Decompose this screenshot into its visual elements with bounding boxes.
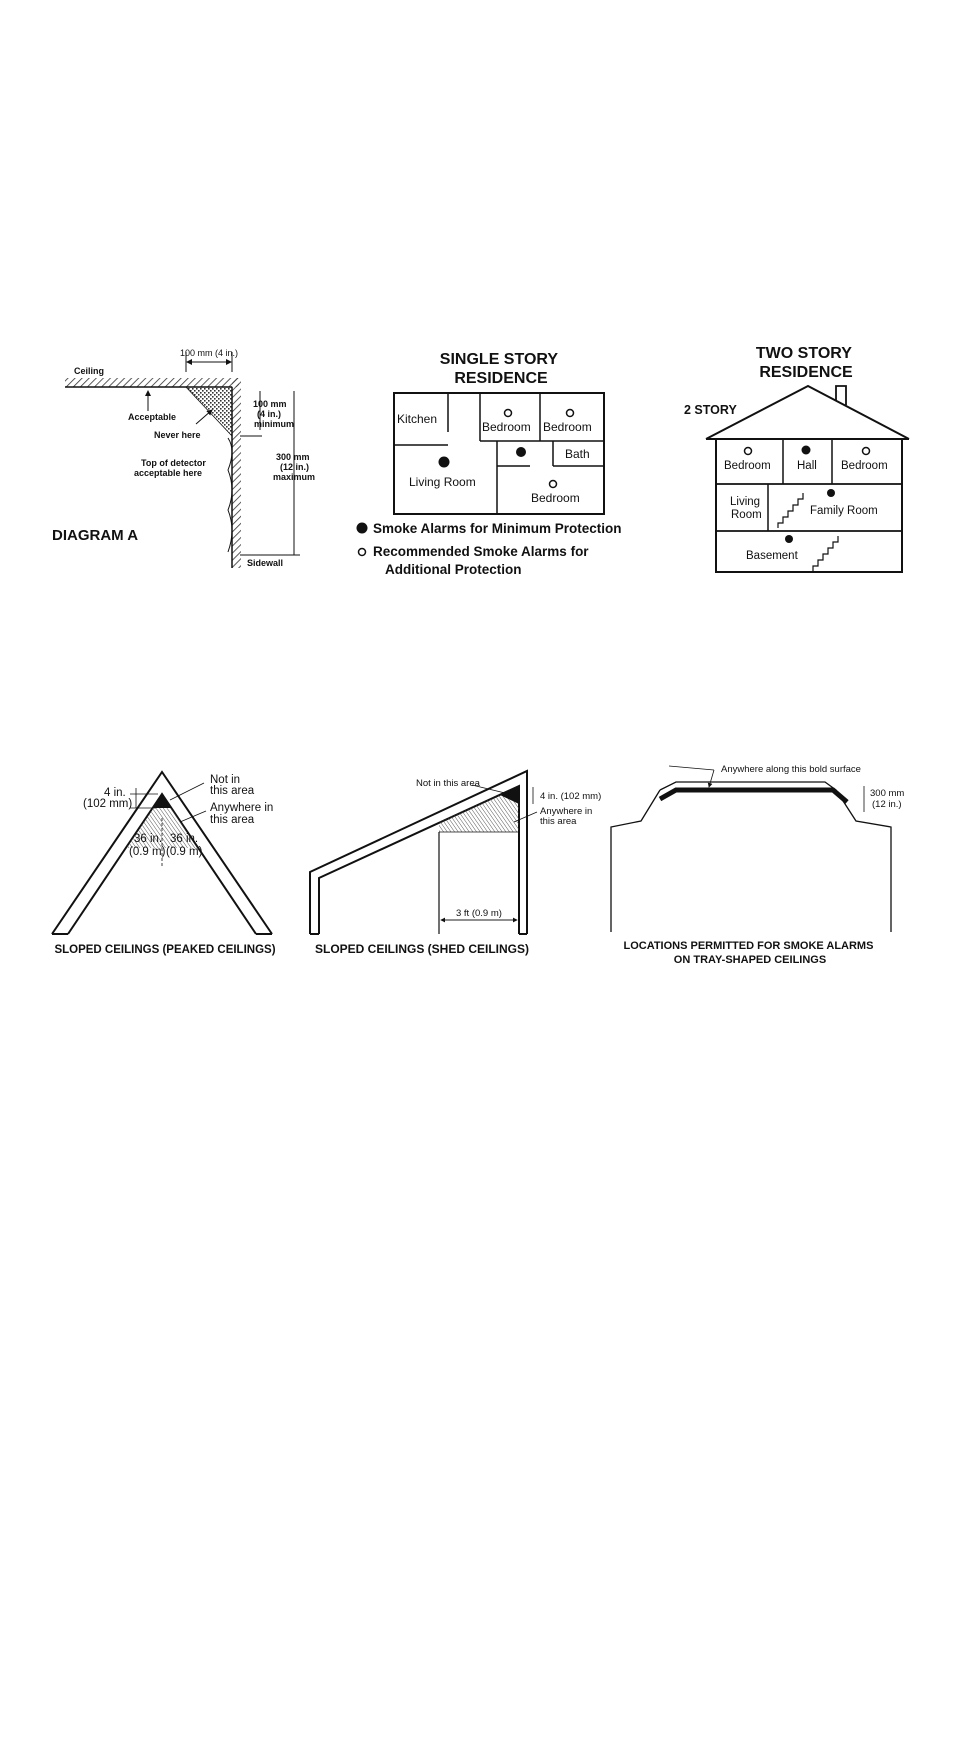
dim-max-label: 300 mm (12 in.) maximum — [273, 452, 316, 482]
never-here-label: Never here — [154, 430, 201, 440]
acceptable-label: Acceptable — [128, 412, 177, 422]
room-living: Living Room — [409, 475, 476, 489]
room-bath: Bath — [565, 447, 590, 461]
room-bedroom-1: Bedroom — [724, 460, 771, 472]
dim-min-label: 100 mm (4 in.) minimum — [253, 399, 295, 429]
single-story — [357, 351, 622, 577]
room-kitchen: Kitchen — [397, 412, 438, 426]
tray-bold-surface — [660, 790, 847, 802]
peaked-anywhere-label: Anywhere in this area — [210, 802, 274, 826]
alarm-recommended — [505, 410, 512, 417]
peaked-right-label: 36 in. (0.9 m) — [166, 833, 203, 858]
peaked-not-in-zone — [153, 794, 171, 808]
peaked-ceiling — [52, 772, 277, 956]
alarm-recommended — [567, 410, 574, 417]
room-bedroom-2: Bedroom — [543, 420, 592, 434]
legend-minimum: Smoke Alarms for Minimum Protection — [373, 521, 622, 536]
tray-anywhere-label: Anywhere along this bold surface — [721, 764, 861, 775]
peaked-left-label: 36 in. (0.9 m) — [129, 833, 166, 858]
upper-stairs — [778, 493, 803, 528]
tray-dim-label: 300 mm (12 in.) — [870, 788, 905, 810]
peaked-not-in-label: Not in this area — [210, 774, 255, 797]
two-story-label: 2 STORY — [684, 403, 737, 417]
room-basement: Basement — [746, 550, 798, 562]
peaked-caption: SLOPED CEILINGS (PEAKED CEILINGS) — [54, 944, 276, 956]
legend-recommended-dot — [359, 549, 366, 556]
room-family: Family Room — [810, 505, 878, 517]
dim-top-label: 100 mm (4 in.) — [180, 348, 239, 358]
tray-ceiling — [611, 764, 907, 966]
room-bedroom-2: Bedroom — [841, 460, 888, 472]
shed-not-in-label: Not in this area — [416, 778, 480, 789]
ceiling-label: Ceiling — [74, 366, 105, 376]
top-of-detector-label: Top of detector acceptable here — [134, 458, 206, 478]
alarm-minimum — [785, 535, 793, 543]
alarm-recommended — [745, 448, 752, 455]
alarm-minimum — [439, 457, 450, 468]
peaked-dim-label: 4 in. (102 mm) — [83, 787, 133, 810]
room-living: Living Room — [730, 496, 762, 521]
room-hall: Hall — [797, 460, 817, 472]
shed-anywhere-label: Anywhere in this area — [540, 806, 593, 827]
two-story — [684, 345, 909, 572]
ceiling-hatch — [65, 378, 239, 387]
room-bedroom-3: Bedroom — [531, 491, 580, 505]
lower-stairs — [813, 536, 838, 571]
alarm-minimum — [827, 489, 835, 497]
single-story-title: SINGLE STORY RESIDENCE — [439, 351, 558, 387]
tray-caption: LOCATIONS PERMITTED FOR SMOKE ALARMS ON TRAY-SHAPED CEILINGS — [623, 940, 874, 966]
diagram-a-title: DIAGRAM A — [52, 527, 139, 544]
diagram-a — [52, 348, 315, 568]
shed-dim-bottom: 3 ft (0.9 m) — [456, 908, 502, 919]
legend-recommended: Recommended Smoke Alarms for Additional Protection — [373, 544, 589, 577]
alarm-minimum — [516, 447, 526, 457]
two-story-title: TWO STORY RESIDENCE — [755, 345, 853, 381]
alarm-recommended — [550, 481, 557, 488]
room-bedroom-1: Bedroom — [482, 420, 531, 434]
sidewall-hatch — [232, 378, 241, 568]
shed-ceiling — [310, 771, 601, 956]
sidewall-label: Sidewall — [247, 558, 284, 568]
shed-dim-top: 4 in. (102 mm) — [540, 791, 602, 802]
alarm-recommended — [863, 448, 870, 455]
alarm-minimum — [802, 446, 811, 455]
shed-caption: SLOPED CEILINGS (SHED CEILINGS) — [314, 942, 530, 956]
legend-minimum-dot — [357, 523, 368, 534]
dead-air-zone — [186, 387, 232, 436]
